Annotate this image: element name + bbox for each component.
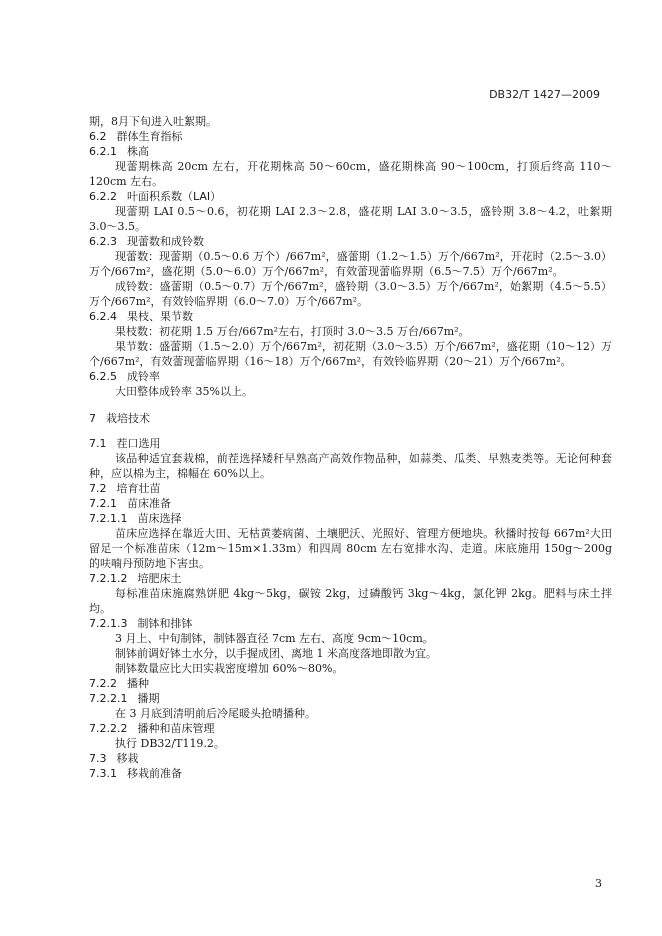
paragraph: 3 月上、中旬制钵，制钵器直径 7cm 左右、高度 9cm～10cm。: [115, 632, 434, 645]
section-heading: 7.1 茬口选用: [89, 437, 161, 450]
paragraph: 该品种适宜套栽棉，前茬选择矮秆早熟高产高效作物品种，如蒜类、瓜类、早熟麦类等。无论何种套种，应以棉为主，棉幅在 60%以上。: [89, 452, 612, 480]
section-heading: 7.2.1 苗床准备: [89, 497, 171, 510]
paragraph: 制钵前调好钵土水分，以手握成团、离地 1 米高度落地即散为宜。: [115, 647, 437, 660]
paragraph: 现蕾数：现蕾期（0.5～0.6 万个）/667m²，盛蕾期（1.2～1.5）万个/667m²，开花时（2.5～3.0）万个/667m²，盛花期（5.0～6.0）万个/667m²，有效蕾现蕾临界期（6.5～7.5）万个/667m²。: [89, 250, 612, 278]
paragraph: 果节数：盛蕾期（1.5～2.0）万个/667m²，初花期（3.0～3.5）万个/667m²，盛花期（10～12）万个/667m²，有效蕾现蕾临界期（16～18）万个/667m²，有效铃临界期（20～21）万个/667m²。: [89, 340, 612, 368]
section-heading: 6.2.4 果枝、果节数: [89, 310, 193, 323]
paragraph: 果枝数：初花期 1.5 万台/667m²左右，打顶时 3.0～3.5 万台/667m²。: [115, 325, 470, 338]
section-heading: 7.2.1.2 培肥床土: [89, 572, 182, 585]
section-heading: 6.2.1 株高: [89, 145, 149, 158]
section-heading: 6.2.3 现蕾数和成铃数: [89, 235, 204, 248]
paragraph: 苗床应选择在靠近大田、无枯黄萎病菌、土壤肥沃、光照好、管理方便地块。秋播时按每 667m²大田留足一个标准苗床（12m～15m×1.33m）和四周 80cm 左右宽排水沟、走道。床底施用 150g～200g 的呋喃丹预防地下害虫。: [89, 527, 612, 570]
section-heading: 6.2.2 叶面积系数（LAI）: [89, 190, 222, 203]
section-heading: 7.3.1 移栽前准备: [89, 767, 182, 780]
paragraph: 现蕾期 LAI 0.5～0.6，初花期 LAI 2.3～2.8，盛花期 LAI 3.0～3.5，盛铃期 3.8～4.2，吐絮期 3.0～3.5。: [89, 205, 612, 233]
paragraph: 执行 DB32/T119.2。: [115, 737, 225, 750]
paragraph: 每标准苗床施腐熟饼肥 4kg～5kg，碳铵 2kg，过磷酸钙 3kg～4kg，氯化钾 2kg。肥料与床土拌均。: [89, 587, 612, 615]
page-number: 3: [595, 877, 602, 890]
section-heading: 7.2.2.1 播期: [89, 692, 160, 705]
section-heading: 7.2 培育壮苗: [89, 482, 161, 495]
paragraph: 在 3 月底到清明前后冷尾暖头抢晴播种。: [115, 707, 316, 720]
section-heading: 7.2.1.3 制钵和排钵: [89, 617, 193, 630]
chapter-heading: 7 栽培技术: [89, 412, 150, 425]
paragraph: 制钵数量应比大田实栽密度增加 60%～80%。: [115, 662, 344, 675]
section-heading: 6.2.5 成铃率: [89, 370, 160, 383]
document-code: DB32/T 1427—2009: [489, 88, 600, 101]
section-heading: 7.2.1.1 苗床选择: [89, 512, 182, 525]
paragraph: 大田整体成铃率 35%以上。: [115, 385, 253, 398]
section-heading: 7.2.2 播种: [89, 677, 149, 690]
document-body: [89, 114, 612, 781]
paragraph: 成铃数：盛蕾期（0.5～0.7）万个/667m²，盛铃期（3.0～3.5）万个/667m²，始絮期（4.5～5.5）万个/667m²，有效铃临界期（6.0～7.0）万个/667m²。: [89, 280, 612, 308]
section-heading: 6.2 群体生育指标: [89, 130, 183, 143]
section-heading: 7.2.2.2 播种和苗床管理: [89, 722, 215, 735]
intro-line: 期，8月下旬进入吐絮期。: [89, 115, 217, 128]
paragraph: 现蕾期株高 20cm 左右，开花期株高 50～60cm，盛花期株高 90～100cm，打顶后终高 110～120cm 左右。: [89, 160, 612, 188]
section-heading: 7.3 移栽: [89, 752, 139, 765]
